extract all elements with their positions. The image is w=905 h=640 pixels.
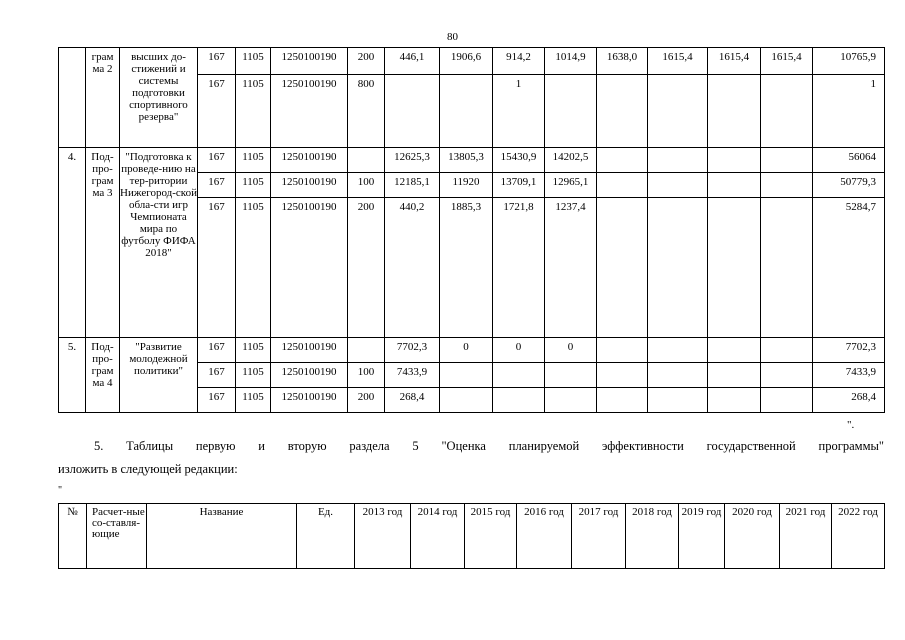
value-2014: 7702,3 bbox=[385, 338, 440, 363]
value-2017: 1237,4 bbox=[545, 198, 597, 338]
value-2021 bbox=[761, 75, 813, 148]
value-2021 bbox=[761, 198, 813, 338]
value-2020 bbox=[708, 198, 761, 338]
value-2020 bbox=[708, 338, 761, 363]
value-2016: 0 bbox=[493, 338, 545, 363]
value-2020 bbox=[708, 173, 761, 198]
subprogram-name: "Подготовка к проведе-нию на тер-ритории Нижегород-ской обла-сти игр Чемпионата мира по футболу ФИФА 2018" bbox=[120, 148, 198, 338]
rzpr-cell: 1105 bbox=[236, 198, 271, 338]
instruction-paragraph-continued: изложить в следующей редакции: bbox=[58, 462, 238, 476]
header-components: Расчет-ные со-ставля-ющие bbox=[87, 504, 147, 569]
total-cell: 268,4 bbox=[813, 388, 885, 413]
subprogram-cell: Под-про-грам ма 4 bbox=[86, 338, 120, 413]
total-cell: 56064 bbox=[813, 148, 885, 173]
opening-quote: " bbox=[58, 485, 63, 496]
value-2014: 440,2 bbox=[385, 198, 440, 338]
total-cell: 50779,3 bbox=[813, 173, 885, 198]
value-2018 bbox=[597, 75, 648, 148]
value-2019 bbox=[648, 363, 708, 388]
table-row bbox=[59, 338, 885, 363]
rzpr-cell: 1105 bbox=[236, 338, 271, 363]
vr-cell: 200 bbox=[348, 198, 385, 338]
header-year-2019: 2019 год bbox=[679, 504, 725, 569]
value-2015 bbox=[440, 363, 493, 388]
value-2015 bbox=[440, 75, 493, 148]
rzpr-cell: 1105 bbox=[236, 48, 271, 75]
value-2018 bbox=[597, 148, 648, 173]
table-row bbox=[59, 48, 885, 75]
value-2021 bbox=[761, 148, 813, 173]
value-2017 bbox=[545, 75, 597, 148]
value-2018 bbox=[597, 338, 648, 363]
subprogram-name: "Развитие молодежной политики" bbox=[120, 338, 198, 413]
csr-cell: 1250100190 bbox=[271, 198, 348, 338]
csr-cell: 1250100190 bbox=[271, 173, 348, 198]
vr-cell: 800 bbox=[348, 75, 385, 148]
value-2014: 12625,3 bbox=[385, 148, 440, 173]
header-year-2018: 2018 год bbox=[626, 504, 679, 569]
closing-quote: ". bbox=[847, 419, 855, 431]
header-num: № bbox=[59, 504, 87, 569]
csr-cell: 1250100190 bbox=[271, 338, 348, 363]
csr-cell: 1250100190 bbox=[271, 75, 348, 148]
value-2016: 914,2 bbox=[493, 48, 545, 75]
value-2018 bbox=[597, 173, 648, 198]
value-2015: 0 bbox=[440, 338, 493, 363]
subprogram-cell: грам ма 2 bbox=[86, 48, 120, 148]
header-year-2022: 2022 год bbox=[832, 504, 885, 569]
row-number: 5. bbox=[59, 338, 86, 413]
value-2017: 12965,1 bbox=[545, 173, 597, 198]
value-2019: 1615,4 bbox=[648, 48, 708, 75]
subprogram-name: высших до-стижений и системы подготовки спортивного резерва" bbox=[120, 48, 198, 148]
value-2021 bbox=[761, 363, 813, 388]
value-2016 bbox=[493, 363, 545, 388]
grbs-cell: 167 bbox=[198, 173, 236, 198]
total-cell: 7702,3 bbox=[813, 338, 885, 363]
vr-cell bbox=[348, 338, 385, 363]
value-2019 bbox=[648, 148, 708, 173]
value-2015: 1885,3 bbox=[440, 198, 493, 338]
value-2017: 14202,5 bbox=[545, 148, 597, 173]
page-number: 80 bbox=[447, 31, 458, 43]
rzpr-cell: 1105 bbox=[236, 173, 271, 198]
rzpr-cell: 1105 bbox=[236, 363, 271, 388]
header-year-2020: 2020 год bbox=[725, 504, 780, 569]
grbs-cell: 167 bbox=[198, 198, 236, 338]
value-2017 bbox=[545, 388, 597, 413]
value-2014: 446,1 bbox=[385, 48, 440, 75]
subprogram-cell: Под-про-грам ма 3 bbox=[86, 148, 120, 338]
value-2014: 268,4 bbox=[385, 388, 440, 413]
csr-cell: 1250100190 bbox=[271, 363, 348, 388]
value-2020: 1615,4 bbox=[708, 48, 761, 75]
value-2018 bbox=[597, 198, 648, 338]
header-year-2014: 2014 год bbox=[411, 504, 465, 569]
value-2015: 13805,3 bbox=[440, 148, 493, 173]
value-2019 bbox=[648, 338, 708, 363]
value-2014: 12185,1 bbox=[385, 173, 440, 198]
value-2019 bbox=[648, 173, 708, 198]
total-cell: 1 bbox=[813, 75, 885, 148]
grbs-cell: 167 bbox=[198, 48, 236, 75]
grbs-cell: 167 bbox=[198, 388, 236, 413]
header-unit: Ед. bbox=[297, 504, 355, 569]
value-2015: 1906,6 bbox=[440, 48, 493, 75]
header-year-2021: 2021 год bbox=[780, 504, 832, 569]
csr-cell: 1250100190 bbox=[271, 148, 348, 173]
value-2021 bbox=[761, 388, 813, 413]
vr-cell: 200 bbox=[348, 48, 385, 75]
row-number: 4. bbox=[59, 148, 86, 338]
value-2017 bbox=[545, 363, 597, 388]
rzpr-cell: 1105 bbox=[236, 388, 271, 413]
value-2020 bbox=[708, 148, 761, 173]
value-2019 bbox=[648, 388, 708, 413]
grbs-cell: 167 bbox=[198, 75, 236, 148]
csr-cell: 1250100190 bbox=[271, 48, 348, 75]
header-year-2013: 2013 год bbox=[355, 504, 411, 569]
value-2018 bbox=[597, 388, 648, 413]
value-2015: 11920 bbox=[440, 173, 493, 198]
total-cell: 10765,9 bbox=[813, 48, 885, 75]
grbs-cell: 167 bbox=[198, 363, 236, 388]
vr-cell: 100 bbox=[348, 363, 385, 388]
header-year-2015: 2015 год bbox=[465, 504, 517, 569]
funding-table bbox=[58, 47, 885, 413]
grbs-cell: 167 bbox=[198, 338, 236, 363]
value-2014: 7433,9 bbox=[385, 363, 440, 388]
value-2017: 0 bbox=[545, 338, 597, 363]
header-year-2017: 2017 год bbox=[572, 504, 626, 569]
table-row bbox=[59, 148, 885, 173]
vr-cell bbox=[348, 148, 385, 173]
value-2018 bbox=[597, 363, 648, 388]
total-cell: 7433,9 bbox=[813, 363, 885, 388]
value-2020 bbox=[708, 75, 761, 148]
vr-cell: 100 bbox=[348, 173, 385, 198]
csr-cell: 1250100190 bbox=[271, 388, 348, 413]
value-2020 bbox=[708, 388, 761, 413]
header-year-2016: 2016 год bbox=[517, 504, 572, 569]
value-2016: 1721,8 bbox=[493, 198, 545, 338]
value-2016: 15430,9 bbox=[493, 148, 545, 173]
vr-cell: 200 bbox=[348, 388, 385, 413]
value-2021 bbox=[761, 338, 813, 363]
header-name: Название bbox=[147, 504, 297, 569]
value-2019 bbox=[648, 198, 708, 338]
value-2019 bbox=[648, 75, 708, 148]
value-2021: 1615,4 bbox=[761, 48, 813, 75]
rzpr-cell: 1105 bbox=[236, 75, 271, 148]
value-2017: 1014,9 bbox=[545, 48, 597, 75]
efficiency-table-header bbox=[58, 503, 885, 569]
value-2016 bbox=[493, 388, 545, 413]
value-2020 bbox=[708, 363, 761, 388]
instruction-paragraph: 5. Таблицы первую и вторую раздела 5 "Оценка планируемой эффективности государственной программы" bbox=[94, 439, 884, 453]
value-2015 bbox=[440, 388, 493, 413]
row-number bbox=[59, 48, 86, 148]
value-2014 bbox=[385, 75, 440, 148]
rzpr-cell: 1105 bbox=[236, 148, 271, 173]
total-cell: 5284,7 bbox=[813, 198, 885, 338]
value-2018: 1638,0 bbox=[597, 48, 648, 75]
value-2021 bbox=[761, 173, 813, 198]
value-2016: 13709,1 bbox=[493, 173, 545, 198]
grbs-cell: 167 bbox=[198, 148, 236, 173]
value-2016: 1 bbox=[493, 75, 545, 148]
